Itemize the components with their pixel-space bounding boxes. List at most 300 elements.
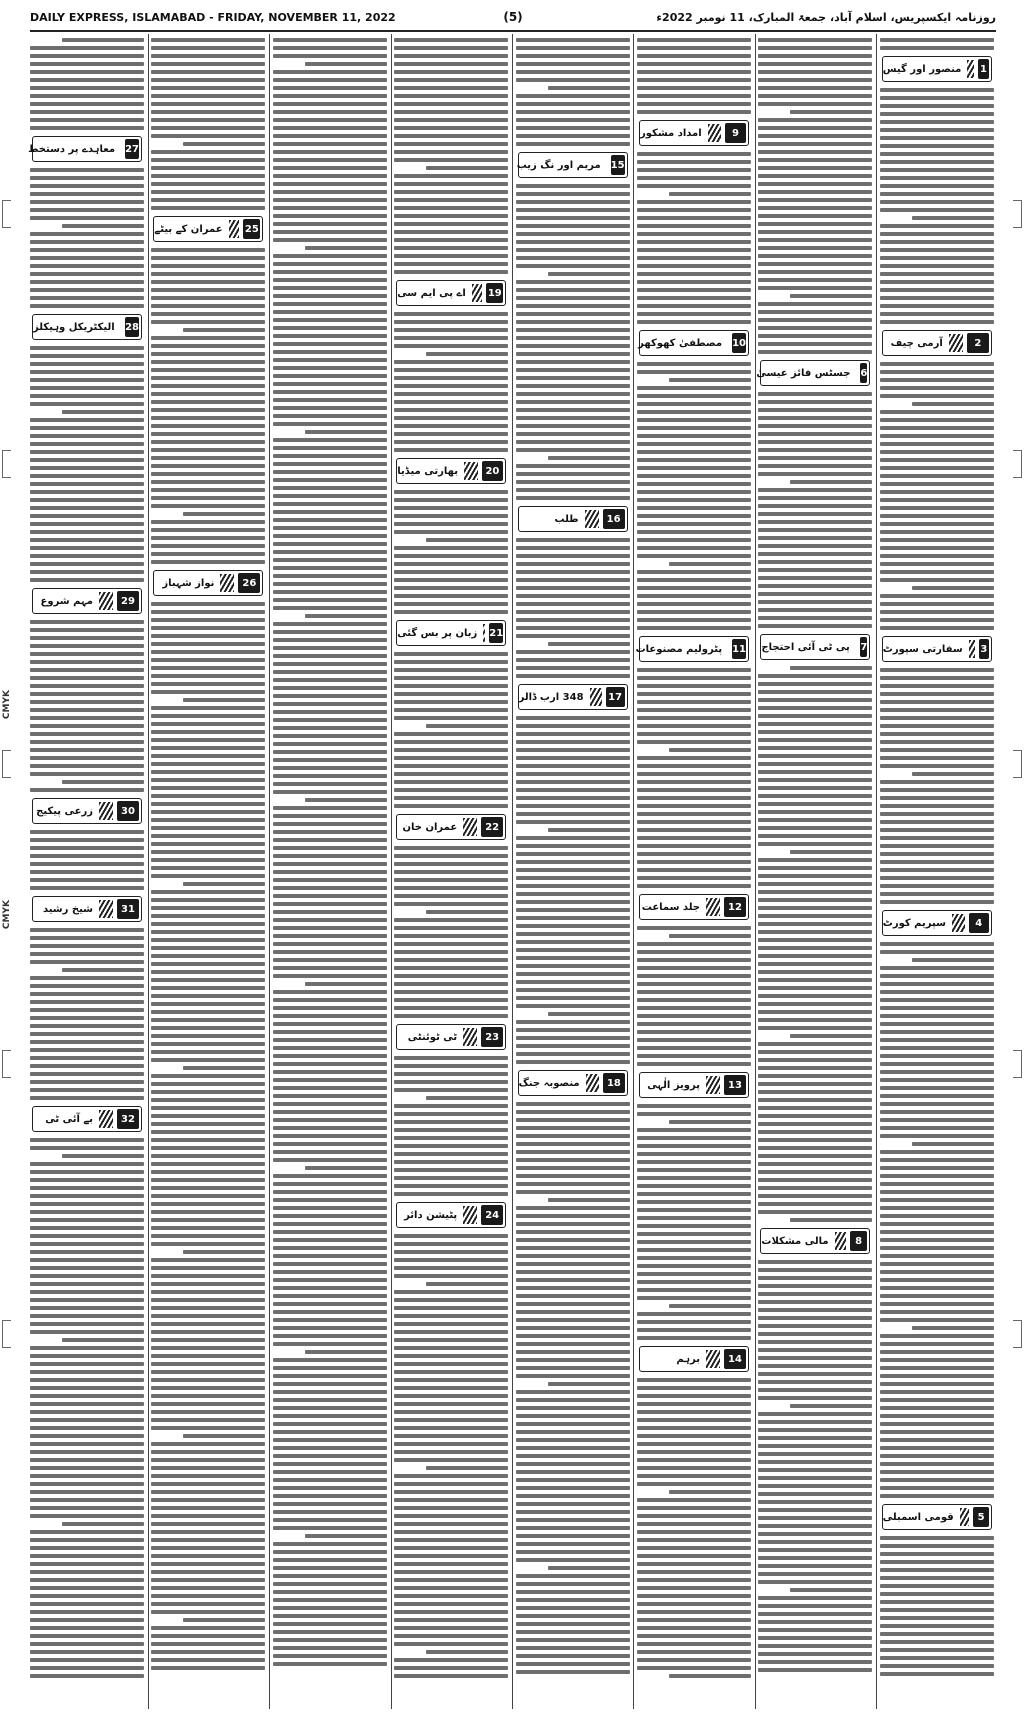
text-line xyxy=(880,942,994,946)
text-line xyxy=(394,54,508,58)
text-line xyxy=(394,1152,508,1156)
text-line xyxy=(880,160,994,164)
text-line xyxy=(394,1482,508,1486)
text-line xyxy=(758,496,872,500)
text-line xyxy=(880,1382,994,1386)
text-line xyxy=(669,934,751,938)
text-line xyxy=(273,174,387,178)
text-line xyxy=(637,1030,751,1034)
text-line xyxy=(273,326,387,330)
text-line xyxy=(273,414,387,418)
text-line xyxy=(273,1022,387,1026)
text-line xyxy=(758,488,872,492)
section-title: زبان پر بس گئی xyxy=(397,627,478,639)
text-line xyxy=(30,1530,144,1534)
text-line xyxy=(758,1066,872,1070)
text-line xyxy=(758,512,872,516)
text-line xyxy=(637,1466,751,1470)
text-line xyxy=(394,652,508,656)
text-line xyxy=(30,418,144,422)
text-line xyxy=(758,738,872,742)
text-line xyxy=(758,174,872,178)
text-line xyxy=(880,1078,994,1082)
text-line xyxy=(880,1294,994,1298)
text-line xyxy=(758,858,872,862)
text-line xyxy=(30,1274,144,1278)
text-line xyxy=(637,1248,751,1252)
text-line xyxy=(637,410,751,414)
text-line xyxy=(151,946,265,950)
text-line xyxy=(151,722,265,726)
text-line xyxy=(758,616,872,620)
text-line xyxy=(30,620,144,624)
text-line xyxy=(758,1428,872,1432)
text-line xyxy=(273,1590,387,1594)
text-line xyxy=(30,240,144,244)
text-line xyxy=(273,142,387,146)
text-line xyxy=(273,46,387,50)
text-line xyxy=(880,88,994,92)
text-line xyxy=(516,956,630,960)
text-line xyxy=(758,278,872,282)
text-line xyxy=(30,936,144,940)
text-line xyxy=(880,418,994,422)
text-line xyxy=(30,184,144,188)
text-line xyxy=(880,1624,994,1628)
text-line xyxy=(880,1070,994,1074)
text-line xyxy=(516,1020,630,1024)
text-line xyxy=(273,670,387,674)
text-line xyxy=(151,86,265,90)
text-line xyxy=(30,1578,144,1582)
text-line xyxy=(273,854,387,858)
text-line xyxy=(30,538,144,542)
news-column xyxy=(637,34,751,1709)
section-number: 13 xyxy=(724,1075,746,1095)
text-line xyxy=(637,780,751,784)
text-line xyxy=(273,1334,387,1338)
text-line xyxy=(151,1154,265,1158)
text-line xyxy=(394,238,508,242)
text-line xyxy=(516,472,630,476)
text-line xyxy=(516,1286,630,1290)
text-line xyxy=(880,1126,994,1130)
text-line xyxy=(880,128,994,132)
text-line xyxy=(30,378,144,382)
text-line xyxy=(394,1234,508,1238)
text-line xyxy=(30,644,144,648)
text-line xyxy=(790,1404,872,1408)
text-line xyxy=(516,1422,630,1426)
text-line xyxy=(637,570,751,574)
text-line xyxy=(273,1510,387,1514)
text-line xyxy=(30,46,144,50)
text-line xyxy=(394,70,508,74)
text-line xyxy=(30,700,144,704)
text-line xyxy=(151,1034,265,1038)
text-line xyxy=(394,1490,508,1494)
text-line xyxy=(273,1478,387,1482)
section-heading xyxy=(396,458,506,484)
text-line xyxy=(30,1594,144,1598)
text-line xyxy=(394,1498,508,1502)
text-line xyxy=(758,802,872,806)
text-line xyxy=(394,1192,508,1196)
text-line xyxy=(516,184,630,188)
text-line xyxy=(758,1130,872,1134)
text-line xyxy=(273,1086,387,1090)
text-line xyxy=(790,1588,872,1592)
text-line xyxy=(151,1218,265,1222)
section-heading xyxy=(639,1346,749,1372)
text-line xyxy=(30,1072,144,1076)
text-line xyxy=(30,1290,144,1294)
heading-ornament-icon xyxy=(463,818,477,836)
section-title: برہم xyxy=(676,1353,700,1365)
text-line xyxy=(394,982,508,986)
text-line xyxy=(62,780,144,784)
text-line xyxy=(758,1364,872,1368)
text-line xyxy=(637,54,751,58)
text-line xyxy=(30,296,144,300)
text-line xyxy=(30,992,144,996)
text-line xyxy=(394,1346,508,1350)
text-line xyxy=(516,216,630,220)
text-line xyxy=(273,1310,387,1314)
text-line xyxy=(30,1282,144,1286)
text-line xyxy=(548,272,630,276)
text-line xyxy=(273,254,387,258)
text-line xyxy=(273,958,387,962)
text-line xyxy=(30,772,144,776)
text-line xyxy=(880,1536,994,1540)
text-line xyxy=(880,378,994,382)
text-line xyxy=(880,844,994,848)
text-line xyxy=(637,1650,751,1654)
text-line xyxy=(151,384,265,388)
text-line xyxy=(516,812,630,816)
text-line xyxy=(516,1654,630,1658)
text-line xyxy=(758,584,872,588)
section-number: 32 xyxy=(117,1109,139,1129)
text-line xyxy=(637,362,751,366)
text-line xyxy=(394,1330,508,1334)
text-line xyxy=(273,1278,387,1282)
text-line xyxy=(394,1354,508,1358)
text-line xyxy=(516,1622,630,1626)
column-rule xyxy=(755,34,756,1709)
text-line xyxy=(516,892,630,896)
text-line xyxy=(273,1246,387,1250)
text-line xyxy=(151,70,265,74)
text-line xyxy=(758,890,872,894)
text-line xyxy=(912,1142,994,1146)
text-line xyxy=(637,312,751,316)
text-line xyxy=(273,750,387,754)
text-line xyxy=(880,820,994,824)
text-line xyxy=(273,1366,387,1370)
text-line xyxy=(151,618,265,622)
text-line xyxy=(516,1126,630,1130)
text-line xyxy=(516,1004,630,1008)
text-line xyxy=(637,610,751,614)
text-line xyxy=(516,610,630,614)
text-line xyxy=(394,1602,508,1606)
text-line xyxy=(151,456,265,460)
text-line xyxy=(880,1398,994,1402)
text-line xyxy=(880,1632,994,1636)
text-line xyxy=(30,1234,144,1238)
text-line xyxy=(151,1122,265,1126)
heading-ornament-icon xyxy=(99,1110,113,1128)
text-line xyxy=(880,764,994,768)
text-line xyxy=(273,1630,387,1634)
text-line xyxy=(273,734,387,738)
text-line xyxy=(30,1210,144,1214)
text-line xyxy=(151,642,265,646)
text-line xyxy=(394,1128,508,1132)
text-line xyxy=(880,578,994,582)
text-line xyxy=(394,416,508,420)
text-line xyxy=(516,618,630,622)
text-line xyxy=(516,546,630,550)
text-line xyxy=(151,1170,265,1174)
section-title: مالی مشکلات xyxy=(761,1235,829,1247)
text-line xyxy=(151,296,265,300)
text-line xyxy=(151,46,265,50)
text-line xyxy=(637,1570,751,1574)
text-line xyxy=(273,1614,387,1618)
text-line xyxy=(758,230,872,234)
text-line xyxy=(516,1390,630,1394)
text-line xyxy=(880,1054,994,1058)
text-line xyxy=(637,1256,751,1260)
text-line xyxy=(880,1166,994,1170)
text-line xyxy=(880,1062,994,1066)
text-line xyxy=(394,716,508,720)
text-line xyxy=(394,668,508,672)
text-line xyxy=(151,1402,265,1406)
text-line xyxy=(758,1660,872,1664)
text-line xyxy=(273,398,387,402)
text-line xyxy=(273,534,387,538)
text-line xyxy=(151,1370,265,1374)
text-line xyxy=(273,822,387,826)
text-line xyxy=(516,916,630,920)
text-line xyxy=(516,1406,630,1410)
text-line xyxy=(273,1110,387,1114)
text-line xyxy=(637,1320,751,1324)
text-line xyxy=(394,570,508,574)
text-line xyxy=(30,70,144,74)
text-line xyxy=(30,1586,144,1590)
text-line xyxy=(151,1554,265,1558)
text-line xyxy=(637,1386,751,1390)
text-line xyxy=(880,434,994,438)
text-line xyxy=(516,1366,630,1370)
news-column xyxy=(516,34,630,1709)
text-line xyxy=(273,1174,387,1178)
text-line xyxy=(151,440,265,444)
text-line xyxy=(30,1386,144,1390)
text-line xyxy=(516,1662,630,1666)
text-line xyxy=(273,1190,387,1194)
text-line xyxy=(394,1298,508,1302)
text-line xyxy=(637,386,751,390)
text-line xyxy=(758,1356,872,1360)
text-line xyxy=(273,1214,387,1218)
text-line xyxy=(273,1374,387,1378)
text-line xyxy=(30,304,144,308)
text-line xyxy=(30,1080,144,1084)
text-line xyxy=(151,1298,265,1302)
text-line xyxy=(637,868,751,872)
section-heading xyxy=(32,314,142,340)
text-line xyxy=(273,710,387,714)
text-line xyxy=(273,454,387,458)
text-line xyxy=(758,1178,872,1182)
section-title: عمران کے بیٹے xyxy=(154,223,223,235)
text-line xyxy=(548,1382,630,1386)
text-line xyxy=(758,1138,872,1142)
text-line xyxy=(516,964,630,968)
text-line xyxy=(394,270,508,274)
text-line xyxy=(394,1136,508,1140)
text-line xyxy=(758,1380,872,1384)
text-line xyxy=(30,1618,144,1622)
text-line xyxy=(880,618,994,622)
text-line xyxy=(758,898,872,902)
text-line xyxy=(394,870,508,874)
text-line xyxy=(758,528,872,532)
text-line xyxy=(758,762,872,766)
text-line xyxy=(151,1042,265,1046)
text-line xyxy=(758,238,872,242)
text-line xyxy=(273,1574,387,1578)
text-line xyxy=(637,46,751,50)
section-heading xyxy=(32,896,142,922)
text-line xyxy=(637,200,751,204)
text-line xyxy=(637,296,751,300)
text-line xyxy=(394,498,508,502)
text-line xyxy=(394,990,508,994)
text-line xyxy=(880,1230,994,1234)
text-line xyxy=(30,1426,144,1430)
text-line xyxy=(151,930,265,934)
text-line xyxy=(273,350,387,354)
text-line xyxy=(30,1032,144,1036)
text-line xyxy=(880,248,994,252)
text-line xyxy=(273,998,387,1002)
text-line xyxy=(637,820,751,824)
text-line xyxy=(394,86,508,90)
text-line xyxy=(516,448,630,452)
text-line xyxy=(62,1522,144,1526)
section-heading xyxy=(639,330,749,356)
text-line xyxy=(516,1246,630,1250)
text-line xyxy=(790,1034,872,1038)
text-line xyxy=(394,126,508,130)
text-line xyxy=(880,370,994,374)
text-line xyxy=(273,446,387,450)
text-line xyxy=(758,906,872,910)
news-column xyxy=(758,34,872,1709)
text-line xyxy=(516,1174,630,1178)
text-line xyxy=(151,730,265,734)
text-line xyxy=(394,1064,508,1068)
text-line xyxy=(273,1438,387,1442)
text-line xyxy=(880,1006,994,1010)
text-line xyxy=(151,360,265,364)
text-line xyxy=(637,1394,751,1398)
heading-ornament-icon xyxy=(952,914,965,932)
text-line xyxy=(758,1292,872,1296)
text-line xyxy=(758,150,872,154)
text-line xyxy=(637,732,751,736)
text-line xyxy=(394,1104,508,1108)
text-line xyxy=(30,1088,144,1092)
text-line xyxy=(880,562,994,566)
text-line xyxy=(151,1082,265,1086)
text-line xyxy=(394,384,508,388)
section-heading xyxy=(396,620,506,646)
text-line xyxy=(394,490,508,494)
text-line xyxy=(669,192,751,196)
text-line xyxy=(30,886,144,890)
text-line xyxy=(880,1030,994,1034)
text-line xyxy=(880,208,994,212)
text-line xyxy=(394,1674,508,1678)
text-line xyxy=(273,1430,387,1434)
text-line xyxy=(516,804,630,808)
text-line xyxy=(151,1426,265,1430)
text-line xyxy=(880,240,994,244)
text-line xyxy=(394,262,508,266)
text-line xyxy=(516,1278,630,1282)
section-heading xyxy=(32,1106,142,1132)
text-line xyxy=(516,1060,630,1064)
text-line xyxy=(758,1276,872,1280)
text-line xyxy=(151,738,265,742)
text-line xyxy=(516,400,630,404)
text-line xyxy=(273,366,387,370)
text-line xyxy=(637,1586,751,1590)
crop-mark xyxy=(1013,1320,1022,1348)
text-line xyxy=(637,926,751,930)
text-line xyxy=(516,1558,630,1562)
text-line xyxy=(758,874,872,878)
text-line xyxy=(637,1442,751,1446)
text-line xyxy=(637,216,751,220)
text-line xyxy=(637,966,751,970)
text-line xyxy=(273,102,387,106)
text-line xyxy=(273,718,387,722)
heading-ornament-icon xyxy=(835,1232,846,1250)
text-line xyxy=(151,1146,265,1150)
text-line xyxy=(151,560,265,564)
text-line xyxy=(880,1334,994,1338)
text-line xyxy=(151,874,265,878)
text-line xyxy=(880,498,994,502)
text-line xyxy=(30,1298,144,1302)
text-line xyxy=(637,248,751,252)
crop-mark xyxy=(1013,750,1022,778)
text-line xyxy=(273,1518,387,1522)
text-line xyxy=(758,1532,872,1536)
text-line xyxy=(637,458,751,462)
text-line xyxy=(273,318,387,322)
text-line xyxy=(516,1510,630,1514)
